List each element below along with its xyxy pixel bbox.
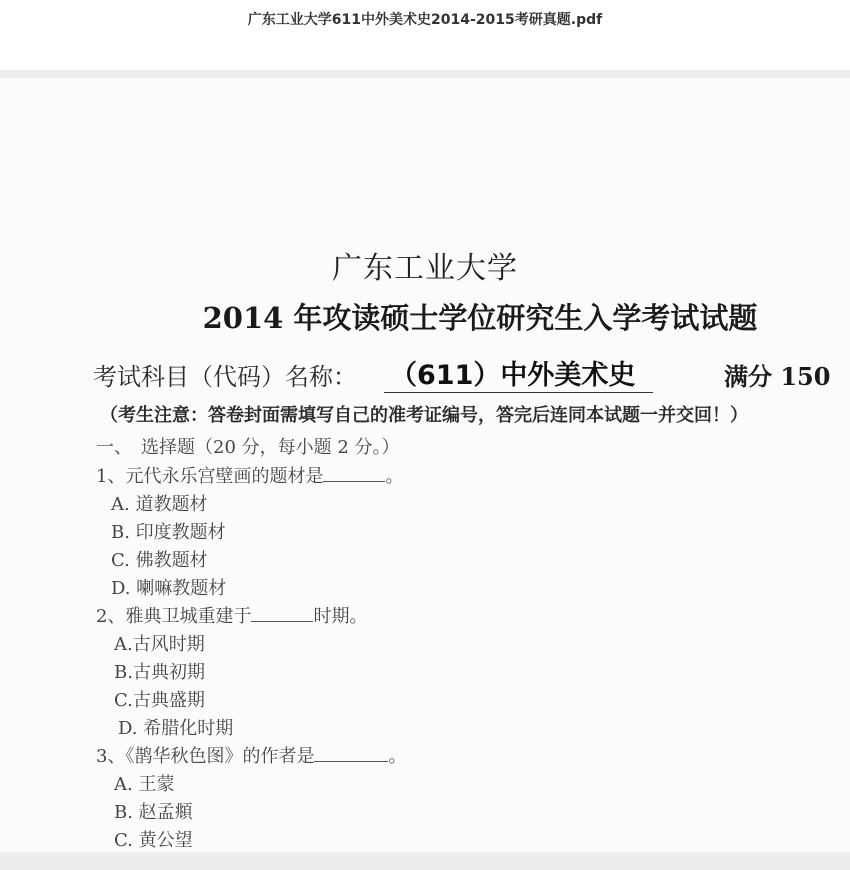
answer-blank	[314, 761, 388, 762]
question-3-suffix: 。	[388, 746, 407, 767]
question-2-text: 2、雅典卫城重建于	[96, 606, 252, 627]
question-1-option-c: C. 佛教题材	[111, 550, 208, 571]
subject-label: 考试科目（代码）名称：	[93, 363, 357, 391]
answer-blank	[251, 621, 313, 622]
exam-title: 2014 年攻读硕士学位研究生入学考试试题	[202, 301, 758, 335]
question-1-option-d: D. 喇嘛教题材	[111, 578, 227, 599]
question-2-option-a: A.古风时期	[114, 634, 205, 655]
question-2-suffix: 时期。	[313, 606, 368, 627]
question-1	[96, 462, 403, 488]
question-2-option-c: C.古典盛期	[114, 690, 205, 711]
page-separator-top	[0, 70, 850, 78]
question-2-option-d: D. 希腊化时期	[118, 718, 234, 739]
question-1-suffix: 。	[385, 466, 404, 487]
question-2-option-b: B.古典初期	[114, 662, 205, 683]
question-1-option-a: A. 道教题材	[111, 494, 208, 515]
exam-notice: （考生注意：答卷封面需填写自己的准考证编号，答完后连同本试题一并交回！）	[100, 405, 748, 426]
document-page	[0, 78, 850, 852]
subject-value: （611）中外美术史	[384, 353, 653, 393]
answer-blank	[323, 481, 385, 482]
question-2	[96, 602, 367, 628]
question-3-option-a: A. 王蒙	[114, 774, 175, 795]
question-3-option-b: B. 赵孟頫	[114, 802, 193, 823]
viewer-titlebar	[0, 0, 850, 70]
document-title: 广东工业大学611中外美术史2014-2015考研真题.pdf	[247, 12, 603, 28]
question-3-text: 3、《鹊华秋色图》的作者是	[96, 746, 315, 767]
question-1-text: 1、元代永乐宫壁画的题材是	[96, 466, 324, 487]
question-3-option-c: C. 黄公望	[114, 830, 193, 851]
page-separator-bottom	[0, 852, 850, 870]
section-title: 一、 选择题（20 分，每小题 2 分。）	[96, 437, 400, 458]
question-3	[96, 742, 406, 768]
university-name: 广东工业大学	[332, 251, 518, 286]
question-1-option-b: B. 印度教题材	[111, 522, 226, 543]
full-score: 满分 150	[724, 362, 831, 391]
